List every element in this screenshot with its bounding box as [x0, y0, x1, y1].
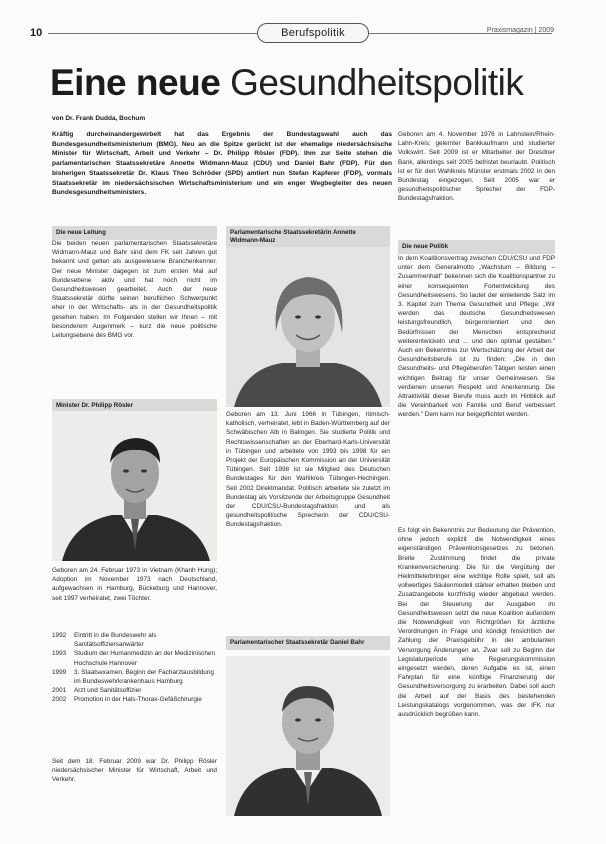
issue-label: Praxismagazin | 2009 — [486, 27, 554, 34]
portrait-daniel-bahr — [226, 656, 390, 816]
page-number: 10 — [30, 27, 43, 39]
timeline-year: 1992 — [52, 632, 67, 639]
roesler-timeline — [52, 631, 217, 705]
portrait-bahr-graphic — [226, 656, 390, 816]
roesler-bio: Geboren am 24. Februar 1973 in Vietnam (Khanh Hung); Adoption im November 1973 nach Deutschland, aufgewachsen in Hamburg, Bückeburg und Hannover, seit 1997 verheiratet, zwei Töchter. — [52, 567, 217, 602]
portrait-philipp-roesler — [52, 411, 217, 561]
article-title — [50, 62, 523, 104]
widmann-bio: Geboren am 13. Juni 1966 in Tübingen, römisch-katholisch, verheiratet, lebt in Baden-Württemberg auf der Schwäbischen Alb in Balingen. Sie studierte Politik und Rechtswissenschaften an der Eberhard-Karls-Universität in Tübingen und arbeitete von 1993 bis 1998 für ein Projekt der Europäischen Kommission an der Universität Tübingen. Seit 1998 ist sie Mitglied des Deutschen Bundestages für den Wahlkreis Tübingen-Hechingen. Seit 2002 Direktmandat. Politisch arbeitete sie zuletzt im Bundestag als Vorsitzende der Arbeitsgruppe Gesundheit der CDU/CSU-Bundestagsfraktion und als gesundheitspolitische Sprecherin der CDU/CSU-Bundestagsfraktion. — [226, 411, 390, 529]
politik-text-2: Es folgt ein Bekenntnis zur Bedeutung der Prävention, ohne jedoch explizit die Notwendigkeit eines eigenständigen Präventionsgesetzes zu betonen. Breite Zustimmung findet die private Krankenversicherung: Die für die Vergütung der Heilmittelerbringer eine wichtige Rolle spielt, soll als vollwertiges Säulenmodell stärker erhalten bleiben und Zusatzangebote kurzfristig wieder abgebaut werden. Bei der Steuerung der Ausgaben im Gesundheitswesen setzt die neue Koalition außerdem die Notwendigkeit von Richtgrößen für ärztliche Verordnungen in Frage und kündigt hinsichtlich der Zahlung der Praxisgebühr in der ambulanten Versorgung Änderungen an. Zwar soll zu Beginn der Legislaturperiode eine Regierungskommission eingesetzt werden, deren Aufgabe es ist, einen Fahrplan für eine künftige Finanzierung der Gesundheitsversorgung zu erarbeiten. Dabei soll auch die Arbeit auf der Basis des bestehenden Leistungskatalogs vorgenommen, was der IFK nur ausdrücklich begrüßen kann. — [398, 527, 555, 719]
heading-die-neue-politik: Die neue Politik — [398, 240, 555, 254]
section-tab: Berufspolitik — [257, 23, 369, 43]
author-line: von Dr. Frank Dudda, Bochum — [52, 115, 146, 122]
politik-text-1: In dem Koalitionsvertrag zwischen CDU/CSU und FDP unter dem Generalmotto „Wachstum – Bildung – Zusammenhalt" bekennen sich die Koalitionspartner zu einer konsequenten Fortentwicklung des Gesundheitswesens. So lautet der einleitende Satz im 3. Kapitel zum Thema Gesundheit und Pflege: „Wir werden das deutsche Gesundheitswesen leistungsfreundlich, bürgerorientiert und den Bedürfnissen der Menschen entsprechend weiterentwickeln und ... und den optimal gestalten." Auch ein Bekenntnis zur Wertschätzung der Arbeit der Gesundheitsberufe ist zu finden: „Die in den Gesundheits- und Pflegeberufen Tätigen leisten einen wichtigen Beitrag für unser Gemeinwesen. Sie verdienen unseren Respekt und Anerkennung. Die Attraktivität dieser Berufe muss auch im Hinblick auf die Vereinbarkeit von Familie und Beruf verbessert werden." Dem kann nur beigepflichtet werden. — [398, 255, 555, 419]
timeline-row — [52, 695, 217, 704]
leitung-text: Die beiden neuen parlamentarischen Staatssekretäre Widmann-Mauz und Bahr sind dem FK seit Jahren gut bekannt und gelten als ausgewiesene Branchenkenner. Der neue Minister dagegen ist zum ersten Mal auf Bundesebene aktiv und hat noch nicht im Gesundheitswesen gearbeitet. Auch der neue Staatssekretär dürfte seinen beruflichen Schwerpunkt eher in der Wirtschafts- als in der Gesundheitspolitik gesehen haben. Im Folgenden stellen wir Ihnen – mit besonderem Augenmerk – kurz die neue politische Leitungsebene des BMG vor. — [52, 240, 217, 340]
heading-widmann-mauz: Parlamentarische Staatssekretärin Annette Widmann-Mauz — [226, 226, 390, 248]
timeline-row — [52, 668, 217, 686]
timeline-row — [52, 686, 217, 695]
portrait-roesler-graphic — [52, 411, 217, 561]
timeline-year: 1993 — [52, 650, 67, 658]
lead-paragraph: Kräftig durcheinandergewirbelt hat das Ergebnis der Bundestagswahl auch das Bundesgesundheitsministerium (BMG). Neu an die Spitze gerückt ist der ehemalige niedersächsische Minister für Wirtschaft, Arbeit und Verkehr – Dr. Philipp Rösler (FDP). Ihm zur Seite stehen die parlamentarischen Staatssekretäre Annette Widmann-Mauz (CDU) und Daniel Bahr (FDP). Für den bisherigen Staatssekretär Dr. Klaus Theo Schröder (SPD) amtiert nun Stefan Kapferer (FDP), vormals Staatssekretär im niedersächsischen Wirtschaftsministerium und ein enger Wegbegleiter des neuen Bundesgesundheitsministers. — [52, 131, 392, 197]
timeline-text: Arzt und Sanitätsoffizier — [74, 687, 142, 695]
portrait-annette-widmann-mauz — [226, 247, 390, 407]
timeline-text: 3. Staatsexamen, Beginn der Facharztausbildung im Bundeswehrkrankenhaus Hamburg — [74, 668, 214, 686]
bahr-bio: Geboren am 4. November 1976 in Lahnstein/Rhein-Lahn-Kreis; gelernter Bankkaufmann und studierter Volkswirt. Seit 2009 ist er Mitarbeiter der Dresdner Bank, allerdings seit 2005 befristet beurlaubt. Politisch ist er für den Wahlkreis Münster erstmals 2002 in den Bundestag eingezogen. Seit 2005 war er gesundheitspolitischer Sprecher der FDP-Bundestagsfraktion. — [398, 131, 555, 203]
timeline-row — [52, 631, 217, 649]
timeline-text: Studium der Humanmedizin an der Medizinischen Hochschule Hannover — [74, 650, 216, 667]
timeline-year: 2002 — [52, 696, 67, 704]
heading-minister-roesler: Minister Dr. Philipp Rösler — [52, 399, 217, 413]
heading-daniel-bahr: Parlamentarischer Staatssekretär Daniel Bahr — [226, 636, 390, 650]
timeline-year: 1999 — [52, 668, 67, 676]
title-bold: Eine neue — [50, 62, 221, 103]
timeline-text: Promotion in der Hals-Thorax-Gefäßchirurgie — [74, 696, 202, 704]
timeline-text: Eintritt in die Bundeswehr als Sanitätsoffiziersanwärter — [74, 632, 157, 649]
title-light: Gesundheitspolitik — [230, 62, 524, 103]
heading-die-neue-leitung: Die neue Leitung — [52, 226, 217, 240]
portrait-widmann-graphic — [226, 247, 390, 407]
roesler-closing: Seit dem 18. Februar 2009 war Dr. Philipp Rösler niedersächsischer Minister für Wirtschaft, Arbeit und Verkehr. — [52, 758, 217, 784]
timeline-year: 2001 — [52, 687, 67, 695]
timeline-row — [52, 649, 217, 667]
